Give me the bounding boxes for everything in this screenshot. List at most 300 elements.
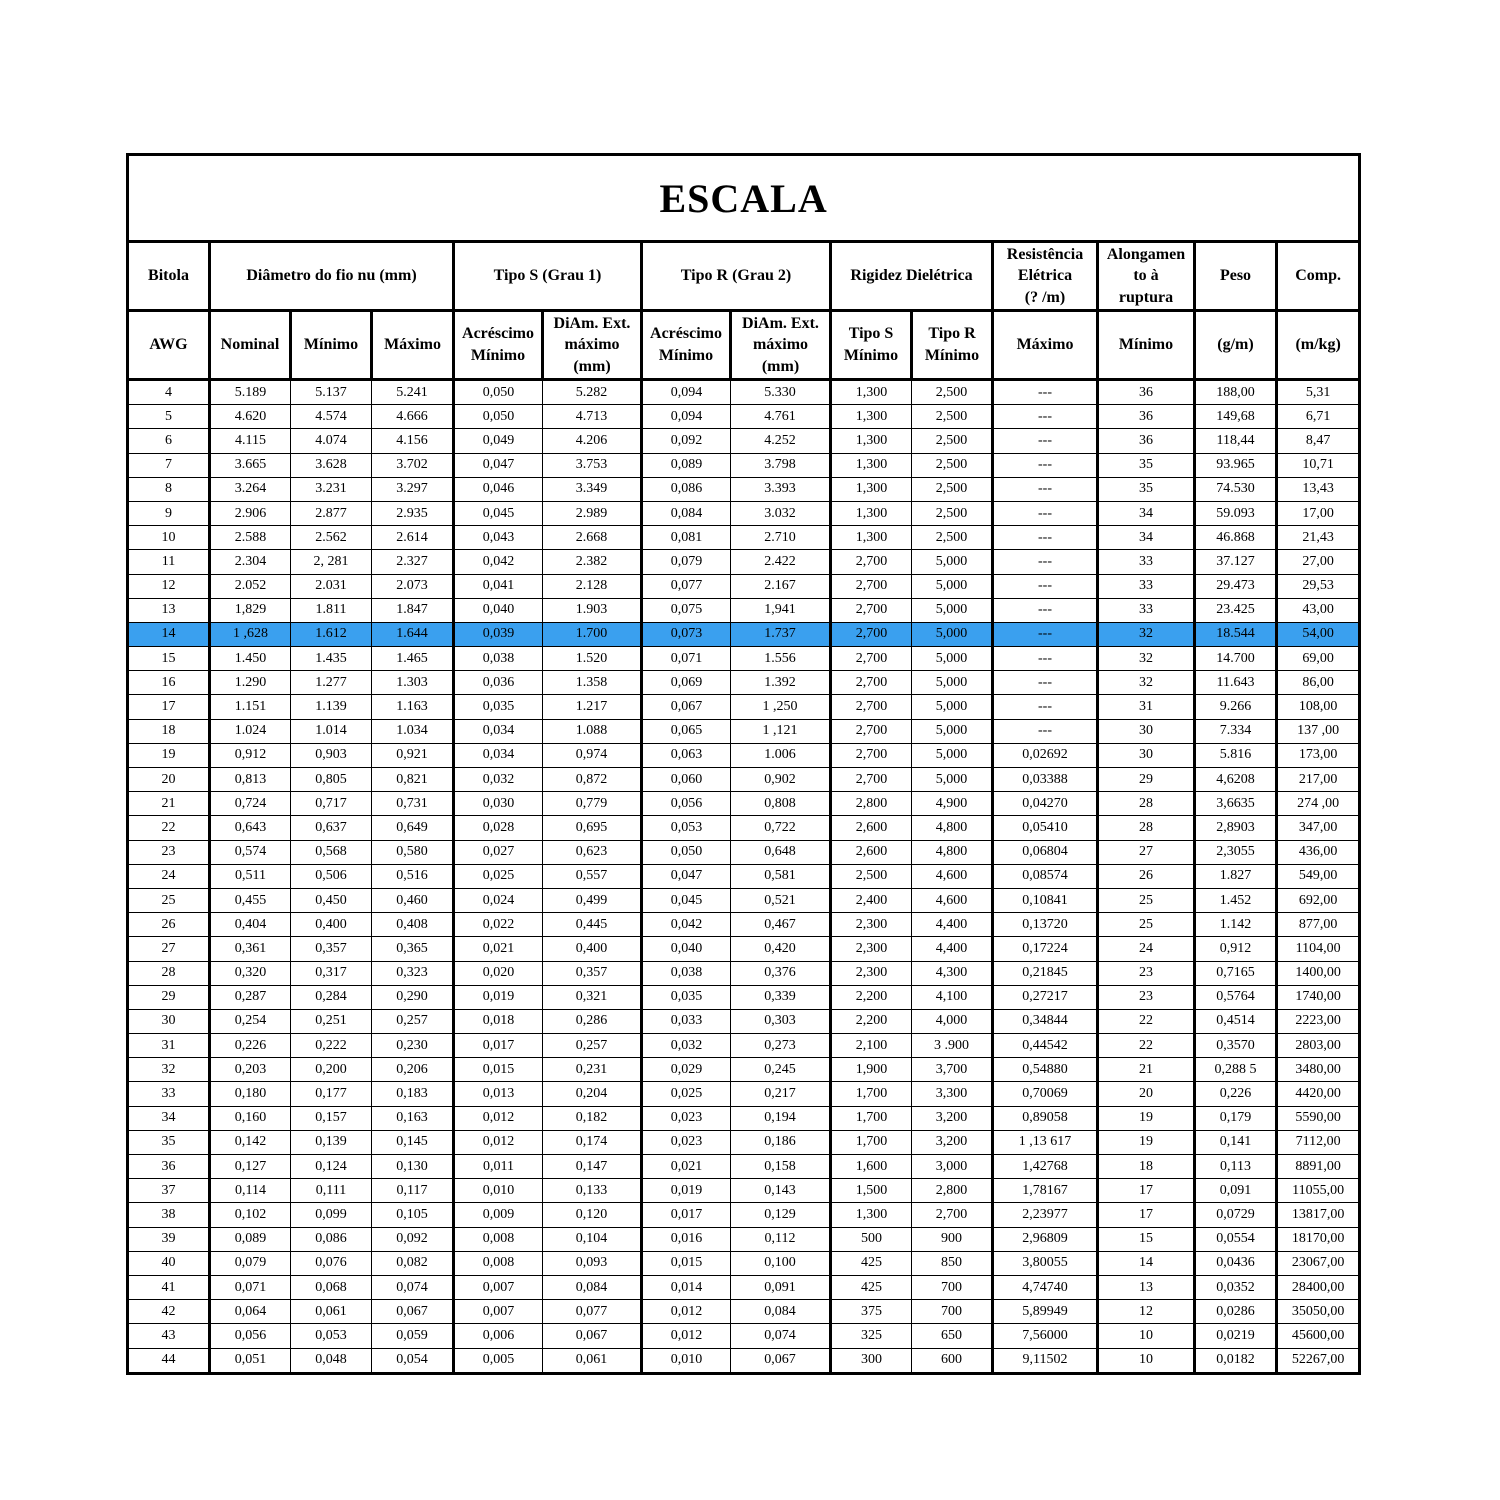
table-cell: 149,68 [1195, 405, 1277, 429]
table-cell: 325 [831, 1324, 912, 1348]
table-cell: 0,084 [731, 1300, 831, 1324]
table-cell: 0,082 [372, 1251, 454, 1275]
table-cell: 4.074 [291, 429, 372, 453]
table-cell: 13,43 [1277, 477, 1360, 501]
table-cell: 2.614 [372, 526, 454, 550]
table-cell: 19 [128, 743, 210, 767]
table-cell: 0,499 [543, 888, 642, 912]
table-cell: 500 [831, 1227, 912, 1251]
table-cell: 18170,00 [1277, 1227, 1360, 1251]
table-cell: 24 [128, 864, 210, 888]
table-cell: --- [993, 477, 1098, 501]
table-cell: 0,029 [642, 1058, 731, 1082]
table-cell: 0,011 [454, 1155, 543, 1179]
table-cell: 1.024 [210, 719, 291, 743]
table-cell: 4,000 [912, 1009, 993, 1033]
table-cell: 9 [128, 501, 210, 525]
table-cell: 5,000 [912, 550, 993, 574]
table-cell: 2,700 [831, 743, 912, 767]
table-cell: 1,42768 [993, 1155, 1098, 1179]
table-cell: 38 [128, 1203, 210, 1227]
header-alongamento: Alongamen to à ruptura [1098, 242, 1195, 311]
table-cell: 0,231 [543, 1058, 642, 1082]
table-cell: 0,580 [372, 840, 454, 864]
table-cell: 0,34844 [993, 1009, 1098, 1033]
table-row [128, 405, 1360, 429]
table-cell: 0,034 [454, 743, 543, 767]
table-cell: 1.644 [372, 622, 454, 646]
table-cell: 0,408 [372, 913, 454, 937]
table-cell: 0,648 [731, 840, 831, 864]
table-cell: 1.151 [210, 695, 291, 719]
table-cell: 2.668 [543, 526, 642, 550]
table-cell: 0,117 [372, 1179, 454, 1203]
table-cell: --- [993, 671, 1098, 695]
table-cell: 31 [128, 1034, 210, 1058]
table-cell: 1.700 [543, 622, 642, 646]
table-cell: 0,111 [291, 1179, 372, 1203]
table-cell: 5.330 [731, 380, 831, 405]
table-cell: 0,007 [454, 1275, 543, 1299]
table-cell: 0,073 [642, 622, 731, 646]
table-cell: 2,500 [912, 526, 993, 550]
table-cell: 0,051 [210, 1348, 291, 1373]
table-cell: 1,300 [831, 453, 912, 477]
table-cell: 0,0436 [1195, 1251, 1277, 1275]
table-row [128, 1058, 1360, 1082]
table-cell: 0,649 [372, 816, 454, 840]
table-cell: 13817,00 [1277, 1203, 1360, 1227]
table-cell: 3.628 [291, 453, 372, 477]
table-cell: 108,00 [1277, 695, 1360, 719]
table-cell: 2.562 [291, 526, 372, 550]
table-cell: 0,050 [454, 405, 543, 429]
table-cell: 0,008 [454, 1251, 543, 1275]
table-cell: 21 [128, 792, 210, 816]
table-cell: 188,00 [1195, 380, 1277, 405]
table-cell: 0,010 [642, 1348, 731, 1373]
table-cell: 15 [128, 647, 210, 671]
table-cell: 0,0182 [1195, 1348, 1277, 1373]
table-cell: 0,160 [210, 1106, 291, 1130]
table-cell: 2.710 [731, 526, 831, 550]
table-cell: 7 [128, 453, 210, 477]
subheader-s-acrescimo: Acréscimo Mínimo [454, 311, 543, 380]
table-cell: 32 [1098, 622, 1195, 646]
table-cell: 0,142 [210, 1130, 291, 1154]
table-cell: 40 [128, 1251, 210, 1275]
table-cell: 4.574 [291, 405, 372, 429]
header-tipo-s: Tipo S (Grau 1) [454, 242, 642, 311]
table-cell: 0,511 [210, 864, 291, 888]
table-cell: 1,78167 [993, 1179, 1098, 1203]
table-cell: 2,200 [831, 985, 912, 1009]
table-cell: 0,084 [543, 1275, 642, 1299]
table-cell: 0,042 [454, 550, 543, 574]
table-row [128, 526, 1360, 550]
header-peso: Peso [1195, 242, 1277, 311]
table-cell: 0,5764 [1195, 985, 1277, 1009]
table-cell: 17 [128, 695, 210, 719]
table-cell: --- [993, 405, 1098, 429]
table-cell: 24 [1098, 937, 1195, 961]
table-cell: 1.827 [1195, 864, 1277, 888]
subheader-r-acrescimo: Acréscimo Mínimo [642, 311, 731, 380]
table-cell: 0,321 [543, 985, 642, 1009]
table-cell: 0,043 [454, 526, 543, 550]
table-cell: --- [993, 695, 1098, 719]
table-cell: 4.206 [543, 429, 642, 453]
table-cell: 25 [128, 888, 210, 912]
table-row [128, 598, 1360, 622]
table-cell: 1.088 [543, 719, 642, 743]
table-cell: 1.465 [372, 647, 454, 671]
table-cell: 217,00 [1277, 768, 1360, 792]
table-cell: 700 [912, 1275, 993, 1299]
table-cell: 0,230 [372, 1034, 454, 1058]
table-cell: 0,450 [291, 888, 372, 912]
table-cell: 0,3570 [1195, 1034, 1277, 1058]
table-cell: 0,912 [210, 743, 291, 767]
table-cell: 1,600 [831, 1155, 912, 1179]
table-cell: 0,805 [291, 768, 372, 792]
table-cell: 1,300 [831, 477, 912, 501]
table-cell: 35 [128, 1130, 210, 1154]
table-cell: 27 [1098, 840, 1195, 864]
table-cell: 4,900 [912, 792, 993, 816]
table-cell: 11055,00 [1277, 1179, 1360, 1203]
table-row [128, 985, 1360, 1009]
table-cell: 0,013 [454, 1082, 543, 1106]
table-cell: 0,047 [642, 864, 731, 888]
table-cell: 35 [1098, 477, 1195, 501]
header-rigidez: Rigidez Dielétrica [831, 242, 993, 311]
table-cell: 0,08574 [993, 864, 1098, 888]
table-cell: 1.520 [543, 647, 642, 671]
table-cell: 0,039 [454, 622, 543, 646]
table-cell: --- [993, 453, 1098, 477]
table-cell: 2,500 [831, 864, 912, 888]
table-cell: 3.665 [210, 453, 291, 477]
subheader-s-diam-ext: DiAm. Ext. máximo (mm) [543, 311, 642, 380]
table-row [128, 1324, 1360, 1348]
table-cell: 850 [912, 1251, 993, 1275]
table-cell: 4.115 [210, 429, 291, 453]
table-cell: 0,086 [291, 1227, 372, 1251]
table-cell: 347,00 [1277, 816, 1360, 840]
table-cell: 4.620 [210, 405, 291, 429]
table-cell: 13 [128, 598, 210, 622]
table-cell: 300 [831, 1348, 912, 1373]
table-cell: 0,069 [642, 671, 731, 695]
table-cell: 0,288 5 [1195, 1058, 1277, 1082]
table-cell: 0,717 [291, 792, 372, 816]
table-cell: 1 ,13 617 [993, 1130, 1098, 1154]
table-cell: --- [993, 380, 1098, 405]
table-row [128, 453, 1360, 477]
table-cell: 0,060 [642, 768, 731, 792]
table-row [128, 429, 1360, 453]
table-cell: 0,089 [642, 453, 731, 477]
table-cell: 0,005 [454, 1348, 543, 1373]
table-cell: 37.127 [1195, 550, 1277, 574]
table-cell: 2.167 [731, 574, 831, 598]
table-cell: 4,6208 [1195, 768, 1277, 792]
table-cell: 0,065 [642, 719, 731, 743]
table-cell: 1.303 [372, 671, 454, 695]
table-cell: 0,568 [291, 840, 372, 864]
page-title: ESCALA [128, 155, 1360, 242]
table-cell: 0,015 [642, 1251, 731, 1275]
table-cell: 23 [1098, 985, 1195, 1009]
table-cell: 0,872 [543, 768, 642, 792]
table-row [128, 792, 1360, 816]
table-cell: 0,10841 [993, 888, 1098, 912]
subheader-alongamento-minimo: Mínimo [1098, 311, 1195, 380]
table-cell: 22 [1098, 1034, 1195, 1058]
table-cell: 3.297 [372, 477, 454, 501]
table-cell: 0,010 [454, 1179, 543, 1203]
table-cell: 0,455 [210, 888, 291, 912]
table-cell: 21 [1098, 1058, 1195, 1082]
table-row [128, 622, 1360, 646]
table-cell: 0,012 [642, 1300, 731, 1324]
table-cell: 17,00 [1277, 501, 1360, 525]
table-cell: 0,067 [642, 695, 731, 719]
table-cell: 3480,00 [1277, 1058, 1360, 1082]
table-cell: --- [993, 526, 1098, 550]
table-row [128, 1203, 1360, 1227]
table-row [128, 550, 1360, 574]
table-cell: 3,80055 [993, 1251, 1098, 1275]
header-diametro: Diâmetro do fio nu (mm) [210, 242, 454, 311]
table-cell: 1740,00 [1277, 985, 1360, 1009]
table-cell: 0,041 [454, 574, 543, 598]
table-cell: 3.798 [731, 453, 831, 477]
table-cell: 2,500 [912, 501, 993, 525]
table-cell: 0,317 [291, 961, 372, 985]
table-row [128, 961, 1360, 985]
table-cell: 0,902 [731, 768, 831, 792]
table-cell: 0,038 [642, 961, 731, 985]
table-cell: 0,021 [642, 1155, 731, 1179]
table-cell: 0,245 [731, 1058, 831, 1082]
table-cell: 10 [1098, 1324, 1195, 1348]
table-cell: 0,019 [642, 1179, 731, 1203]
table-cell: 5590,00 [1277, 1106, 1360, 1130]
table-cell: 0,574 [210, 840, 291, 864]
table-cell: 0,695 [543, 816, 642, 840]
table-cell: 69,00 [1277, 647, 1360, 671]
table-cell: 2,600 [831, 816, 912, 840]
table-row [128, 695, 1360, 719]
table-cell: 0,024 [454, 888, 543, 912]
table-cell: 1.392 [731, 671, 831, 695]
table-cell: 1,300 [831, 405, 912, 429]
table-cell: 36 [1098, 405, 1195, 429]
subheader-peso-unit: (g/m) [1195, 311, 1277, 380]
table-cell: 0,084 [642, 501, 731, 525]
table-cell: 0,048 [291, 1348, 372, 1373]
table-cell: --- [993, 429, 1098, 453]
table-cell: 32 [1098, 647, 1195, 671]
table-cell: 0,400 [291, 913, 372, 937]
table-cell: 6 [128, 429, 210, 453]
table-cell: 19 [1098, 1130, 1195, 1154]
table-cell: 0,023 [642, 1106, 731, 1130]
table-cell: 4,100 [912, 985, 993, 1009]
table-cell: 1 ,121 [731, 719, 831, 743]
table-cell: 0,141 [1195, 1130, 1277, 1154]
table-cell: 28400,00 [1277, 1275, 1360, 1299]
table-cell: 32 [128, 1058, 210, 1082]
table-cell: --- [993, 647, 1098, 671]
table-cell: 0,284 [291, 985, 372, 1009]
table-cell: 0,033 [642, 1009, 731, 1033]
table-cell: 0,067 [372, 1300, 454, 1324]
table-cell: 0,821 [372, 768, 454, 792]
table-cell: 0,017 [454, 1034, 543, 1058]
table-cell: 10,71 [1277, 453, 1360, 477]
table-cell: 59.093 [1195, 501, 1277, 525]
table-cell: 1,700 [831, 1106, 912, 1130]
table-cell: 2,700 [831, 574, 912, 598]
table-cell: 0,120 [543, 1203, 642, 1227]
table-cell: 0,071 [642, 647, 731, 671]
table-cell: 0,050 [642, 840, 731, 864]
table-cell: 0,194 [731, 1106, 831, 1130]
table-cell: 29.473 [1195, 574, 1277, 598]
table-cell: 1.452 [1195, 888, 1277, 912]
table-cell: 1,300 [831, 1203, 912, 1227]
table-cell: 0,623 [543, 840, 642, 864]
table-cell: 0,179 [1195, 1106, 1277, 1130]
table-cell: 0,722 [731, 816, 831, 840]
table-cell: 0,046 [454, 477, 543, 501]
table-cell: 2.935 [372, 501, 454, 525]
table-cell: 0,014 [642, 1275, 731, 1299]
table-cell: 1,300 [831, 526, 912, 550]
table-cell: 0,808 [731, 792, 831, 816]
table-cell: 25 [1098, 888, 1195, 912]
table-cell: --- [993, 622, 1098, 646]
table-cell: 4,300 [912, 961, 993, 985]
table-cell: 0,023 [642, 1130, 731, 1154]
table-cell: 3.393 [731, 477, 831, 501]
table-cell: 30 [128, 1009, 210, 1033]
table-cell: 22 [128, 816, 210, 840]
table-cell: 1 ,628 [210, 622, 291, 646]
table-cell: 0,581 [731, 864, 831, 888]
table-cell: 0,365 [372, 937, 454, 961]
table-cell: 5,000 [912, 743, 993, 767]
table-cell: 692,00 [1277, 888, 1360, 912]
table-cell: 11 [128, 550, 210, 574]
table-cell: 0,012 [454, 1130, 543, 1154]
table-cell: 0,053 [291, 1324, 372, 1348]
table-cell: 0,054 [372, 1348, 454, 1373]
table-cell: 0,404 [210, 913, 291, 937]
table-cell: 3.231 [291, 477, 372, 501]
table-cell: 7,56000 [993, 1324, 1098, 1348]
subheader-r-diam-ext: DiAm. Ext. máximo (mm) [731, 311, 831, 380]
table-row [128, 501, 1360, 525]
table-cell: 5.189 [210, 380, 291, 405]
table-row [128, 1009, 1360, 1033]
table-cell: 0,521 [731, 888, 831, 912]
table-cell: 0,127 [210, 1155, 291, 1179]
table-cell: 2,600 [831, 840, 912, 864]
table-cell: 0,061 [543, 1348, 642, 1373]
table-cell: 33 [1098, 574, 1195, 598]
table-cell: 0,222 [291, 1034, 372, 1058]
subheader-tipo-r-minimo: Tipo R Mínimo [912, 311, 993, 380]
table-cell: 6,71 [1277, 405, 1360, 429]
table-cell: 0,54880 [993, 1058, 1098, 1082]
table-cell: 4.761 [731, 405, 831, 429]
table-cell: 0,376 [731, 961, 831, 985]
table-cell: 3 .900 [912, 1034, 993, 1058]
table-cell: 0,112 [731, 1227, 831, 1251]
table-cell: 2803,00 [1277, 1034, 1360, 1058]
table-cell: 0,091 [731, 1275, 831, 1299]
table-cell: 0,102 [210, 1203, 291, 1227]
table-cell: 0,034 [454, 719, 543, 743]
table-cell: 43,00 [1277, 598, 1360, 622]
table-row [128, 743, 1360, 767]
table-cell: 0,516 [372, 864, 454, 888]
table-cell: 0,323 [372, 961, 454, 985]
table-cell: 2.031 [291, 574, 372, 598]
table-cell: 2.382 [543, 550, 642, 574]
table-cell: 700 [912, 1300, 993, 1324]
table-cell: 4,74740 [993, 1275, 1098, 1299]
table-cell: 0,042 [642, 913, 731, 937]
table-cell: 2,700 [831, 768, 912, 792]
table-cell: 11.643 [1195, 671, 1277, 695]
table-cell: 14 [1098, 1251, 1195, 1275]
table-cell: 9.266 [1195, 695, 1277, 719]
table-cell: 1.139 [291, 695, 372, 719]
table-row [128, 1348, 1360, 1373]
table-cell: 17 [1098, 1179, 1195, 1203]
table-cell: 43 [128, 1324, 210, 1348]
table-cell: 0,008 [454, 1227, 543, 1251]
table-row [128, 1300, 1360, 1324]
table-cell: 2,100 [831, 1034, 912, 1058]
table-cell: 173,00 [1277, 743, 1360, 767]
table-cell: 0,018 [454, 1009, 543, 1033]
subheader-nominal: Nominal [210, 311, 291, 380]
table-cell: 4,400 [912, 913, 993, 937]
table-cell: 436,00 [1277, 840, 1360, 864]
table-cell: 0,077 [642, 574, 731, 598]
table-cell: 3,6635 [1195, 792, 1277, 816]
table-cell: 4 [128, 380, 210, 405]
table-cell: 0,143 [731, 1179, 831, 1203]
subheader-tipo-s-minimo: Tipo S Mínimo [831, 311, 912, 380]
table-cell: 0,21845 [993, 961, 1098, 985]
table-cell: 1400,00 [1277, 961, 1360, 985]
table-cell: 0,032 [454, 768, 543, 792]
table-cell: 5 [128, 405, 210, 429]
table-cell: 0,157 [291, 1106, 372, 1130]
table-cell: 0,180 [210, 1082, 291, 1106]
table-cell: 0,05410 [993, 816, 1098, 840]
table-cell: 0,015 [454, 1058, 543, 1082]
table-cell: 3.753 [543, 453, 642, 477]
table-row [128, 937, 1360, 961]
